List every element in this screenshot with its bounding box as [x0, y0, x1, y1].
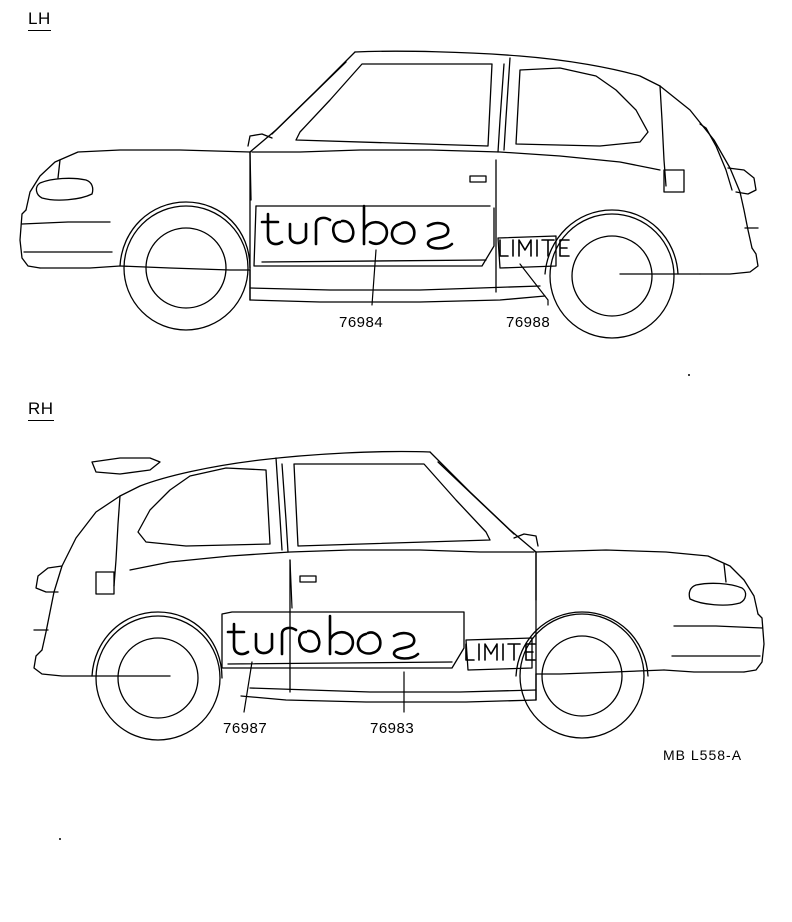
- speck-1: [688, 374, 690, 376]
- callout-76987[interactable]: 76987: [223, 720, 268, 737]
- callout-76984[interactable]: 76984: [339, 314, 384, 331]
- view-label-rh: RH: [28, 400, 54, 421]
- lh-limited-text: [500, 240, 569, 256]
- rh-vehicle-outline: [34, 451, 764, 740]
- speck-2: [59, 838, 61, 840]
- sheet-code: MB L558-A: [663, 747, 743, 763]
- rh-turbo-script: [228, 616, 418, 659]
- view-label-lh: LH: [28, 10, 51, 31]
- lh-vehicle-outline: [20, 51, 758, 338]
- lh-callout-leaders: [372, 250, 548, 305]
- callout-76988[interactable]: 76988: [506, 314, 551, 331]
- callout-76983[interactable]: 76983: [370, 720, 415, 737]
- lh-turbo-script: [262, 206, 452, 249]
